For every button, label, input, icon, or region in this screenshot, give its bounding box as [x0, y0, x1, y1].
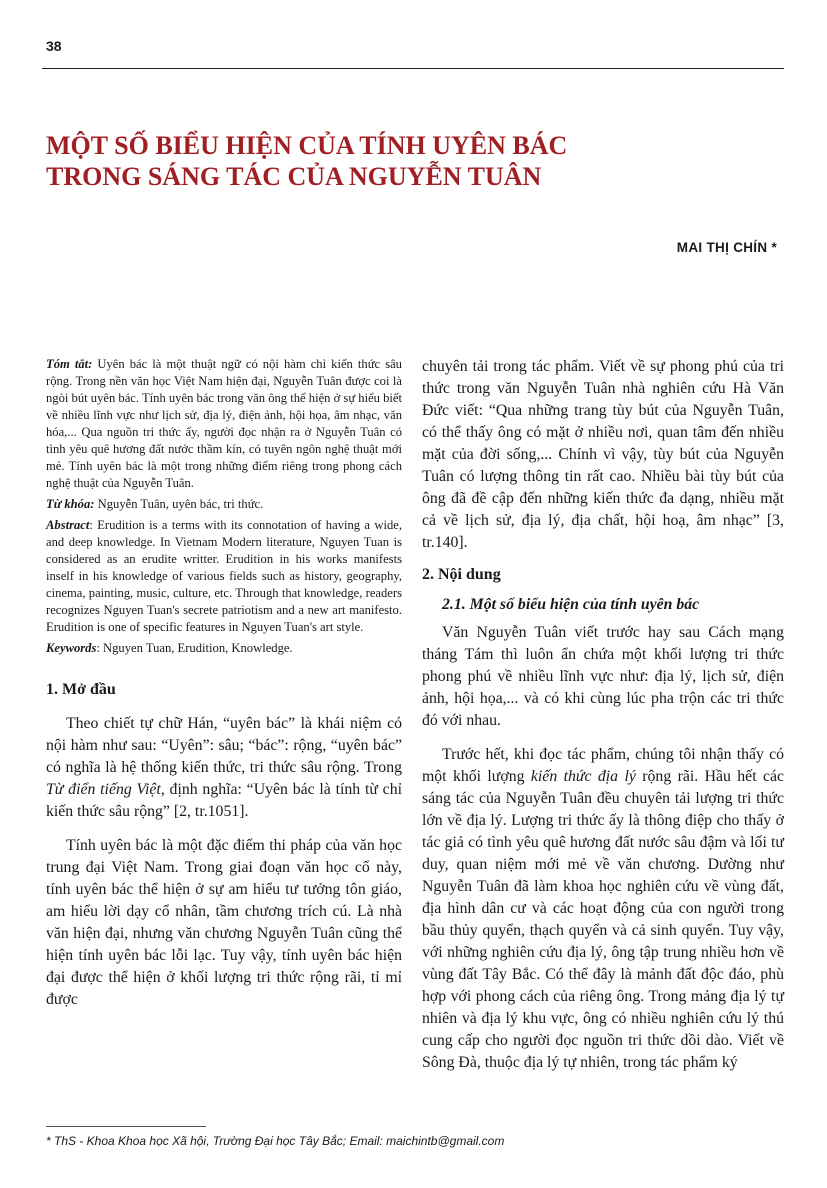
- s1-p1-b: , định nghĩa: “Uyên bác là tính từ chỉ kiến thức sâu rộng” [2, tr.1051].: [46, 781, 402, 820]
- s21-p2-emphasis: kiến thức địa lý: [530, 768, 636, 785]
- abstract-label: Abstract: [46, 518, 90, 532]
- header-rule: [42, 68, 784, 69]
- keywords-en: [46, 640, 402, 657]
- article-title: [46, 130, 786, 192]
- section-1-paragraph-2: Tính uyên bác là một đặc điểm thi pháp của văn học trung đại Việt Nam. Trong giai đoạn văn học cổ này, tính uyên bác thể hiện ở sự am hiểu tư tưởng tôn giáo, am hiểu lời dạy cổ nhân, tầm chương trích cú. Là nhà văn hiện đại, nhưng văn chương Nguyễn Tuân cũng thể hiện tính uyên bác lỗi lạc. Tuy vậy, tính uyên bác hiện đại được thể hiện ở khối lượng tri thức rộng rãi, tỉ mỉ được: [46, 837, 402, 1008]
- left-column: [46, 356, 402, 1011]
- s1-p1-a: Theo chiết tự chữ Hán, “uyên bác” là khái niệm có nội hàm như sau: “Uyên”: sâu; “bác”: rộng, “uyên bác” có nghĩa là hệ thống kiến thức, tri thức sâu rộng. Trong: [46, 715, 402, 776]
- s21-p2-a: Trước hết, khi đọc tác phẩm, chúng tôi nhận thấy có một khối lượng: [422, 746, 784, 785]
- section-2-1-paragraph-1: Văn Nguyễn Tuân viết trước hay sau Cách mạng tháng Tám thì luôn ẩn chứa một khối lượng tri thức phong phú về nhiều lĩnh vực như: địa lý, lịch sử, điện ảnh, hội họa,... và có khi cùng lúc pha trộn các tri thức đó với nhau.: [422, 624, 784, 729]
- keywords-vi-label: Từ khóa:: [46, 497, 95, 511]
- footnote-rule: [46, 1126, 206, 1127]
- keywords-en-text: : Nguyen Tuan, Erudition, Knowledge.: [96, 641, 293, 655]
- title-line-2: TRONG SÁNG TÁC CỦA NGUYỄN TUÂN: [46, 162, 542, 191]
- abstract-text: : Erudition is a terms with its connotation of having a wide, and deep knowledge. In Vietnam Modern literature, Nguyen Tuan is considered as an erudite writter. Erudition in his works manifests inself in his knowledge of various fields such as history, geography, cinema, painting, music, culture, etc. Through that knowledge, readers recognizes Nguyen Tuan's secrete patriotism and a new art manifesto. Erudition is one of specific features in Nguyen Tuan's art style.: [46, 518, 402, 634]
- section-1-paragraph-1: [46, 713, 402, 823]
- section-2-1-heading: 2.1. Một số biểu hiện của tính uyên bác: [442, 596, 700, 613]
- summary-label: Tóm tắt:: [46, 357, 93, 371]
- section-2-heading: 2. Nội dung: [422, 566, 501, 583]
- s1-p1-dictionary: Từ điển tiếng Việt: [46, 781, 161, 798]
- summary: [46, 356, 402, 492]
- footnote: * ThS - Khoa Khoa học Xã hội, Trường Đại học Tây Bắc; Email: maichintb@gmail.com: [46, 1134, 505, 1148]
- section-1-heading: 1. Mở đầu: [46, 681, 116, 698]
- right-column: [422, 356, 784, 1074]
- section-2-1-paragraph-2: [422, 744, 784, 1074]
- title-line-1: MỘT SỐ BIỂU HIỆN CỦA TÍNH UYÊN BÁC: [46, 131, 568, 160]
- continued-paragraph: chuyên tải trong tác phẩm. Viết về sự phong phú của tri thức trong văn Nguyễn Tuân nhà nghiên cứu Hà Văn Đức viết: “Qua những trang tùy bút của Nguyễn Tuân, có thể thấy ông có mặt ở nhiều nơi, quan tâm đến nhiều mặt của đời sống,... Chính vì vậy, tùy bút của Nguyễn Tuân có lượng thông tin rất cao. Nhiều bài tùy bút của ông đã đề cập đến những kiến thức đa dạng, nhiều mặt cả về lịch sử, địa lý, địa chất, hội hoạ, âm nhạc” [3, tr.140].: [422, 358, 784, 551]
- keywords-en-label: Keywords: [46, 641, 97, 655]
- abstract: [46, 517, 402, 636]
- keywords-vi: [46, 496, 402, 513]
- summary-text: Uyên bác là một thuật ngữ có nội hàm chỉ kiến thức sâu rộng. Trong nền văn học Việt Nam hiện đại, Nguyễn Tuân được coi là ngòi bút uyên bác. Tính uyên bác trong văn ông thể hiện ở sự hiểu biết về nhiều lĩnh vực như lịch sử, địa lý, điện ảnh, hội họa, âm nhạc, văn hóa,... Qua nguồn tri thức ấy, người đọc nhận ra ở Nguyễn Tuân có tình yêu quê hương đất nước thầm kín, có tuyên ngôn nghệ thuật mới mẻ. Tính uyên bác là một trong những điểm riêng trong phong cách nghệ thuật của Nguyễn Tuân.: [46, 357, 403, 490]
- s21-p2-b: rộng rãi. Hầu hết các sáng tác của Nguyễn Tuân đều chuyên tải lượng tri thức lớn về địa lý. Lượng tri thức ấy là thông điệp cho thấy ở tác giả có tình yêu quê hương đất nước sâu đậm và lối tư duy, quan niệm mới mẻ về văn chương. Dường như Nguyễn Tuân đã làm khoa học nghiên cứu về vùng đất, địa hình dân cư và các hoạt động của con người trong bầu thủy quyển, thạch quyển và cả sinh quyển. Tuy vậy, với những nghiên cứu địa lý, ông tập trung nhiều hơn về vùng đất Tây Bắc. Có thể đây là mảnh đất độc đáo, phù hợp với phong cách của riêng ông. Trong mảng địa lý tự nhiên và địa lý khu vực, ông có nhiều nghiên cứu lý thú cung cấp cho người đọc nguồn tri thức dồi dào. Viết về Sông Đà, thuộc địa lý tự nhiên, trong tác phẩm ký: [422, 768, 784, 1071]
- page-number: 38: [46, 38, 62, 54]
- keywords-vi-text: Nguyễn Tuân, uyên bác, tri thức.: [94, 497, 264, 511]
- author: MAI THỊ CHÍN *: [676, 240, 777, 255]
